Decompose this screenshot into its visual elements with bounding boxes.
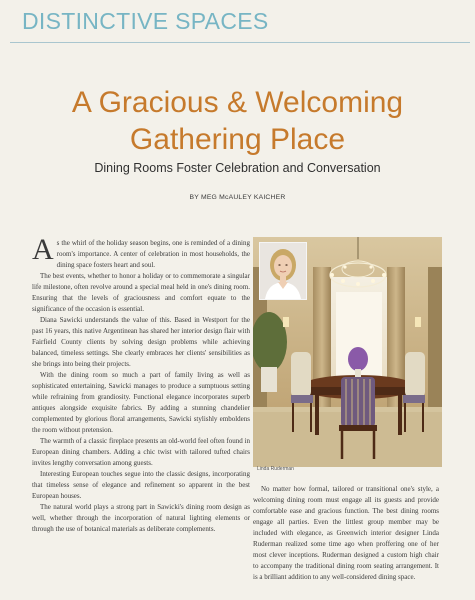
paragraph-3: Diana Sawicki understands the value of this. Based in Westport for the past 16 years, this native Argentinean has shared her interior design flair with Fairfield County clients by solving design problems while achieving balanced, timeless settings. She clearly embraces her clients' sensibilities as she brings into being their projects. [32, 316, 250, 368]
paragraph-2: The best events, whether to honor a holiday or to commemorate a singular life milestone, often revolve around a special meal held in one's dining room. Ensuring that the levels of graciousness and comfort equate to the significance of the occasion is essential. [32, 272, 250, 313]
drop-cap: A [32, 233, 54, 266]
paragraph-1 [32, 233, 250, 271]
paragraph-1-text: s the whirl of the holiday season begins, one is reminded of a dining room's importance. A center of celebration in most households, the dining space fosters heart and soul. [56, 239, 250, 269]
article-headline [0, 84, 475, 158]
designer-portrait-inset [259, 242, 307, 300]
header-divider [10, 42, 470, 43]
paragraph-6: Interesting European touches segue into the classic designs, incorporating that timeless sense of elegance and refinement so apparent in the best European houses. [32, 470, 250, 500]
left-text-column [32, 233, 250, 535]
section-header: DISTINCTIVE SPACES [22, 8, 269, 34]
paragraph-7: The natural world plays a strong part in Sawicki's dining room design as well, whether through the incorporation of natural lighting elements or through the use of botanical materials as deliberate complements. [32, 503, 250, 533]
article-subtitle: Dining Rooms Foster Celebration and Conversation [94, 161, 381, 175]
paragraph-4: With the dining room so much a part of family living as well as sophisticated entertaining, Sawicki manages to produce a sumptuous setting while refraining from grandiosity. Functional elegance incorporates superb antiques alongside exquisite fabrics. By adding a stunning chandelier complemented by glorious floral arrangements, Sawicki stylishly emboldens the room without pretension. [32, 371, 250, 434]
byline: BY MEG McAULEY KAICHER [189, 194, 286, 201]
headline-line-1: A Gracious & Welcoming [71, 86, 404, 119]
photo-credit: Linda Ruderman [257, 466, 294, 472]
right-paragraph-1: No matter how formal, tailored or transitional one's style, a welcoming dining room must engage all its guests and provide comfortable ease and gracious function. The best dining rooms engage all parties. Even the littlest group member may be included with elegance, as Greenwich interior designer Linda Ruderman realized some time ago when proffering one of her most clever inceptions. Ruderman designed a custom high chair to accompany the traditional dining room seating arrangement. It is a brilliant addition to any well-considered dining space. [253, 485, 439, 581]
paragraph-5: The warmth of a classic fireplace presents an old-world feel often found in European dining chambers. Adding a chic twist with tailored tufted chairs invites lengthy conversation among guests. [32, 437, 250, 467]
right-text-column [253, 484, 439, 583]
headline-line-2: Gathering Place [129, 123, 346, 156]
